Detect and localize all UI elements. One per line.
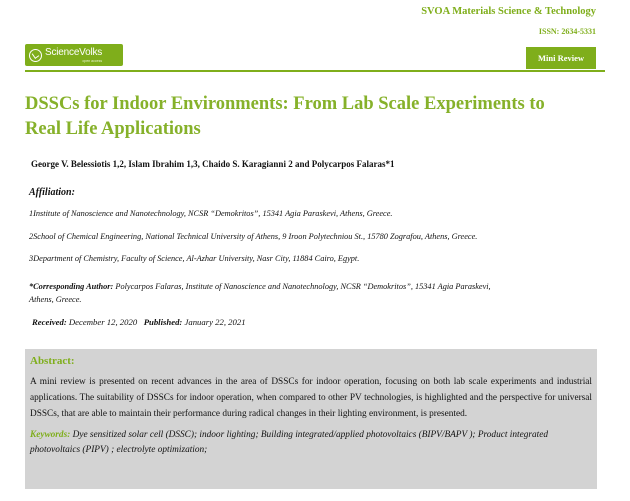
header-divider (25, 70, 605, 72)
corresponding-author (29, 281, 499, 306)
received-label: Received: (32, 317, 67, 327)
paper-title: DSSCs for Indoor Environments: From Lab Scale Experiments to Real Life Applications (25, 94, 545, 139)
publication-dates (32, 317, 246, 327)
keywords (30, 428, 592, 457)
logo-name: ScienceVolks (45, 46, 103, 58)
issn: ISSN: 2634-5331 (538, 27, 596, 36)
abstract-body: A mini review is presented on recent advances in the area of DSSCs for indoor operation, focusing on both lab scale experiments and industrial applications. The suitability of DSSCs for indoor operation, when compared to other PV technologies, is highlighted and the perspective for universal DSSCs, that are able to maintain their performance during radical changes in their lighting environment, is presented. (30, 377, 592, 419)
logo-check-icon (29, 49, 42, 62)
abstract-heading: Abstract: (30, 355, 75, 367)
affiliation-item: 2School of Chemical Engineering, National Technical University of Athens, 9 Iroon Polytechniou St., 15780 Zografou, Athens, Greece. (29, 232, 478, 241)
corresponding-label: *Corresponding Author: (29, 282, 114, 291)
affiliation-item: 3Department of Chemistry, Faculty of Science, Al-Azhar University, Nasr City, 11884 Cairo, Egypt. (29, 254, 360, 263)
logo-text (45, 48, 102, 63)
authors: George V. Belessiotis 1,2, Islam Ibrahim 1,3, Chaido S. Karagianni 2 and Polycarpos Falaras*1 (31, 159, 395, 169)
keywords-text: Dye sensitized solar cell (DSSC); indoor lighting; Building integrated/applied photovoltaics (BIPV/BAPV ); Product integrated photovoltaics (PIPV) ; electrolyte optimization; (30, 430, 548, 455)
keywords-label: Keywords: (30, 430, 71, 440)
affiliation-item: 1Institute of Nanoscience and Nanotechnology, NCSR “Demokritos”, 15341 Agia Paraskevi, Athens, Greece. (29, 209, 393, 218)
affiliation-heading: Affiliation: (29, 187, 75, 198)
published-date: January 22, 2021 (182, 317, 246, 327)
corresponding-text: Polycarpos Falaras, Institute of Nanoscience and Nanotechnology, NCSR “Demokritos”, 15341 Agia Paraskevi, Athens, Greece. (29, 282, 491, 304)
sciencevolks-logo[interactable] (25, 44, 123, 66)
received-date: December 12, 2020 (66, 317, 138, 327)
logo-subtext: open access (82, 58, 103, 63)
article-type-badge: Mini Review (526, 47, 596, 69)
abstract-box (25, 349, 597, 489)
published-label: Published: (143, 317, 183, 327)
journal-name: SVOA Materials Science & Technology (421, 6, 596, 17)
